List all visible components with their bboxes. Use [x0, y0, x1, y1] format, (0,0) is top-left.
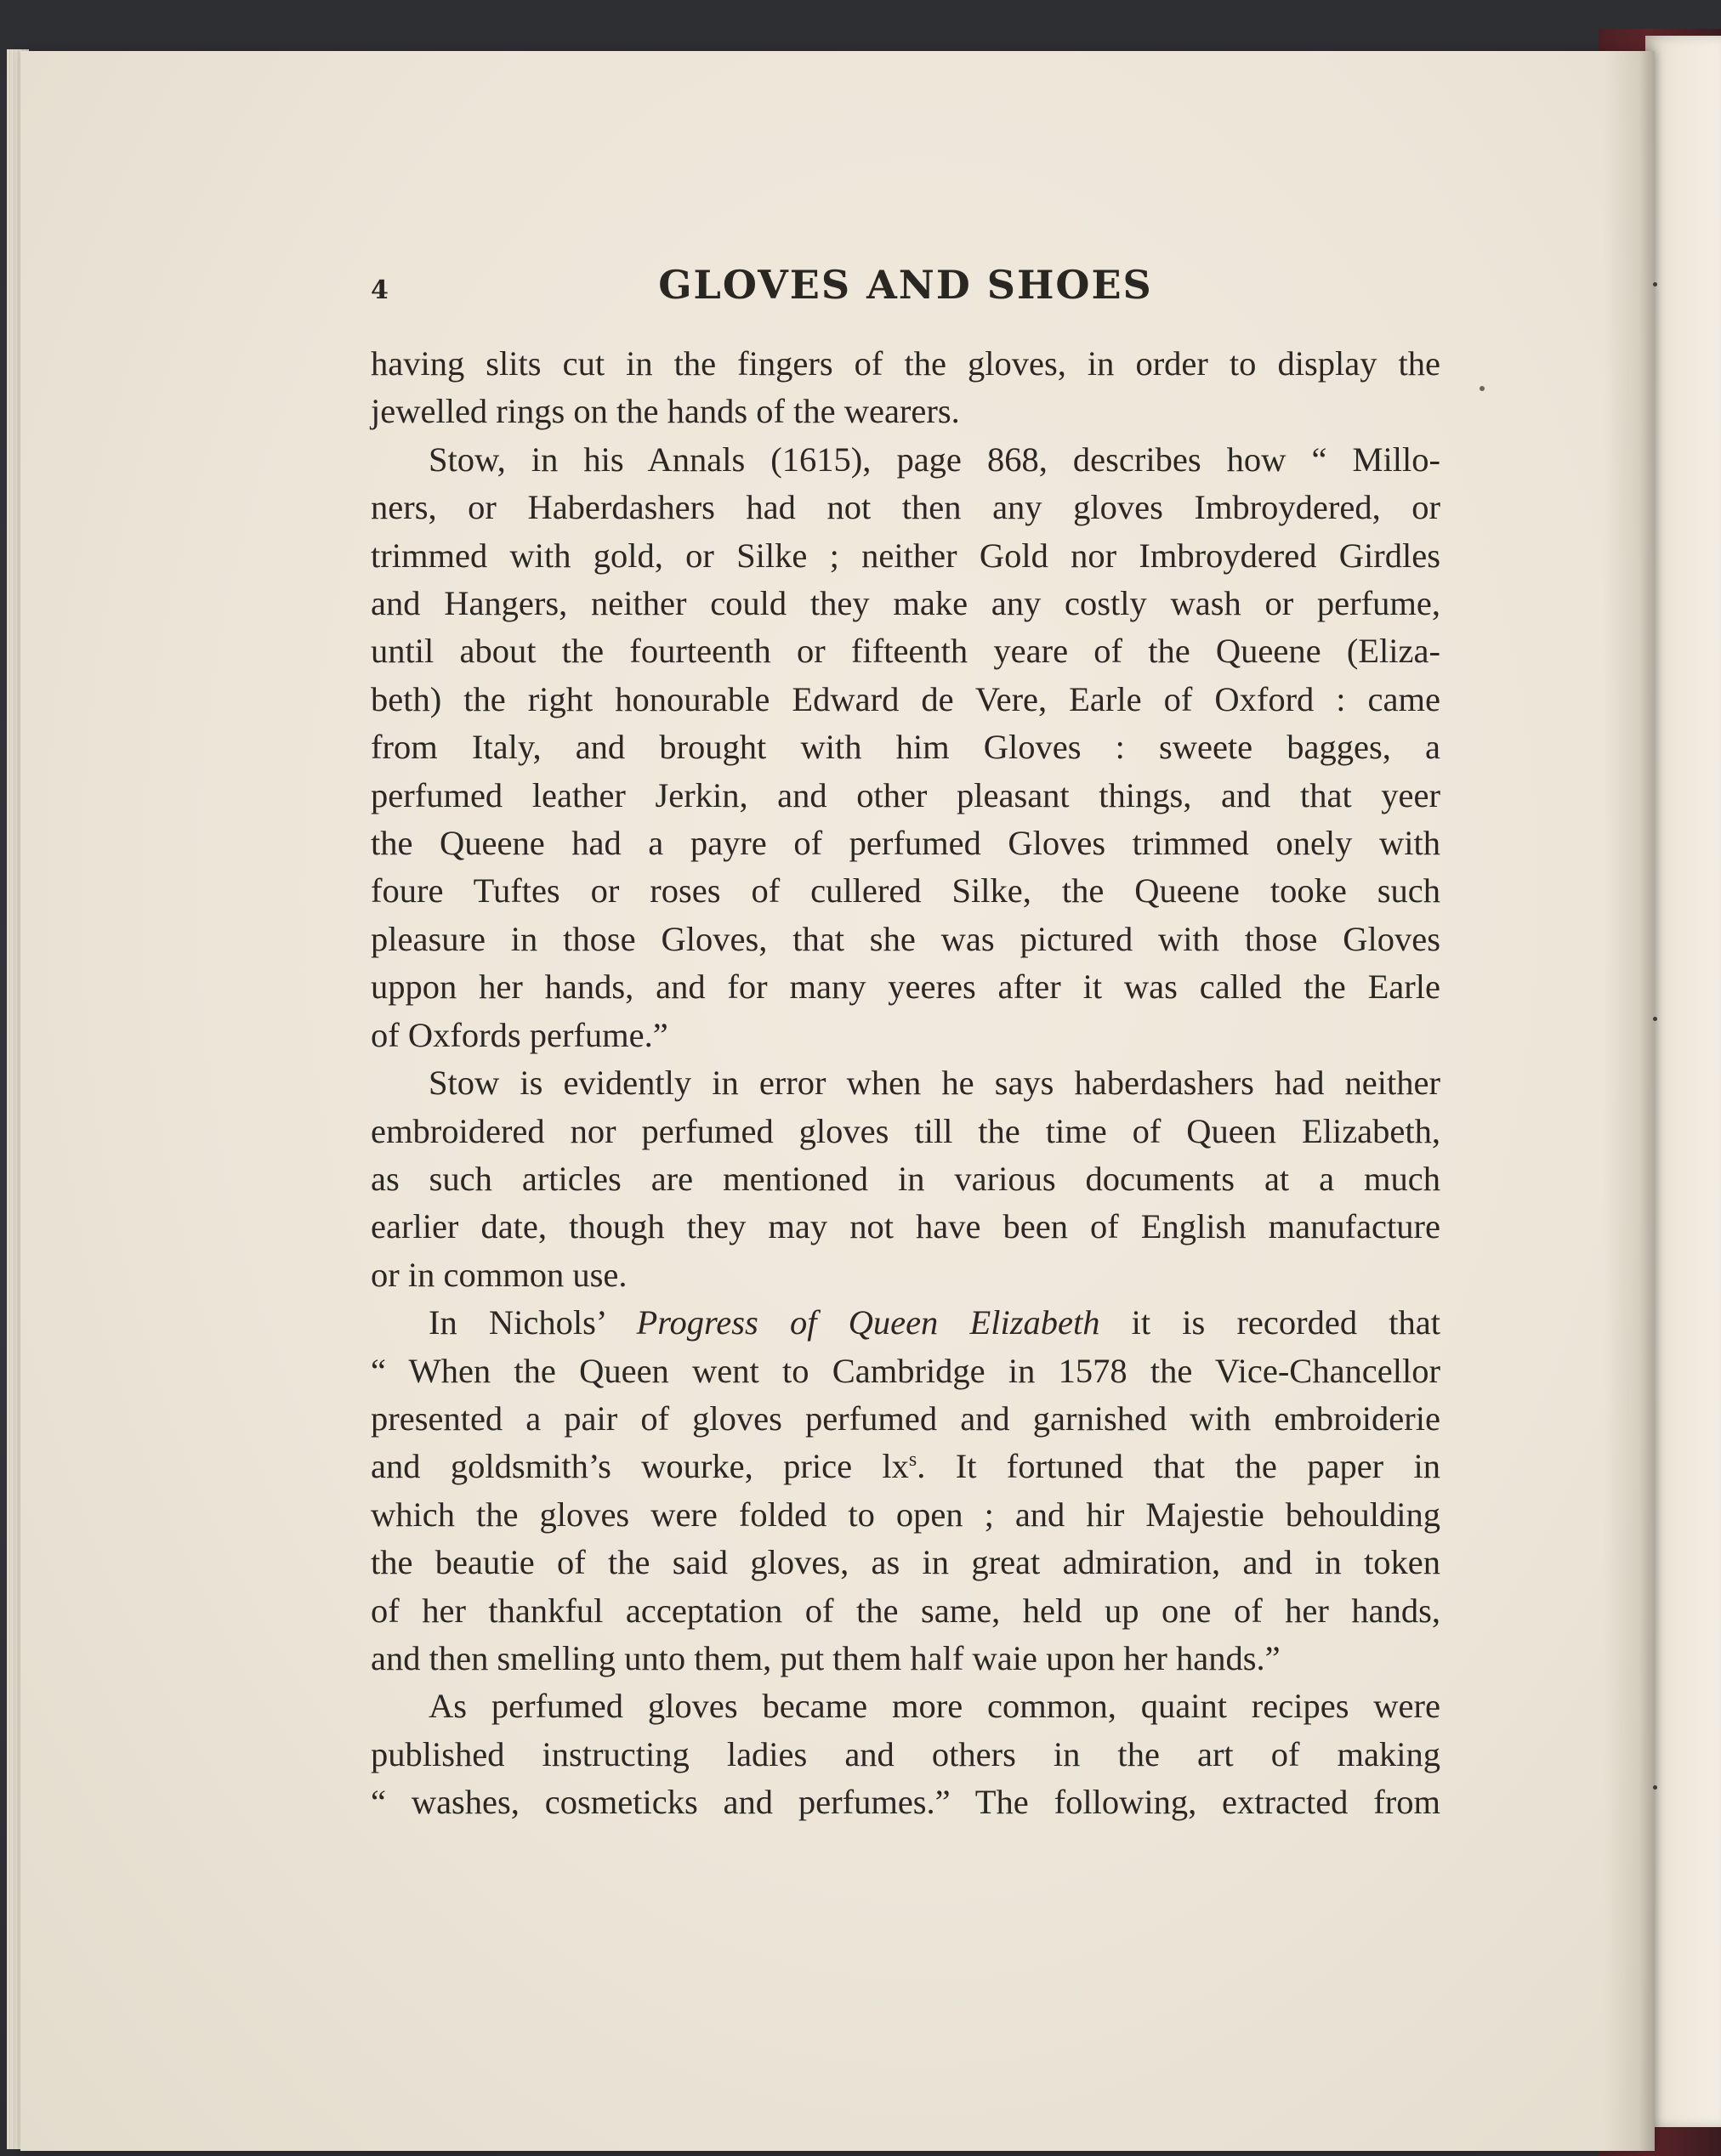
page-gutter-shadow [1604, 51, 1655, 2151]
text-line: beth) the right honourable Edward de Vere, Earle of Oxford : came [371, 679, 1440, 718]
text-line: “ When the Queen went to Cambridge in 1578 the Vice-Chancellor [371, 1351, 1440, 1390]
text-line: perfumed leather Jerkin, and other pleasant things, and that yeer [371, 775, 1440, 814]
text-run: . It fortuned that the paper in [917, 1447, 1440, 1486]
text-line: foure Tuftes or roses of cullered Silke, the Queene tooke such [371, 871, 1440, 911]
text-line: of her thankful acceptation of the same, held up one of her hands, [371, 1591, 1440, 1630]
text-run: it is recorded that [1099, 1303, 1440, 1342]
superscript: s [908, 1449, 917, 1472]
text-line: having slits cut in the fingers of the gloves, in order to display the [371, 344, 1440, 383]
text-line: as such articles are mentioned in various documents at a much [371, 1159, 1440, 1198]
paper-speck [1653, 1017, 1657, 1021]
text-line: ners, or Haberdashers had not then any gloves Imbroydered, or [371, 488, 1440, 527]
text-line: and then smelling unto them, put them half waie upon her hands.” [371, 1638, 1281, 1677]
text-line: or in common use. [371, 1255, 628, 1294]
body-text [371, 340, 1440, 1827]
text-line [371, 1443, 1440, 1490]
text-line: the Queene had a payre of perfumed Gloves trimmed onely with [371, 824, 1440, 863]
paper-speck [1480, 386, 1485, 391]
text-line: Stow, in his Annals (1615), page 868, describes how “ Millo- [429, 440, 1440, 479]
text-line [371, 1299, 1440, 1347]
page-number: 4 [371, 275, 389, 305]
text-line: “ washes, cosmeticks and perfumes.” The following, extracted from [371, 1783, 1440, 1822]
text-line: uppon her hands, and for many yeeres after it was called the Earle [371, 967, 1440, 1007]
facing-page-edge [1645, 36, 1721, 2127]
text-line: of Oxfords perfume.” [371, 1015, 668, 1054]
page-header [371, 262, 1440, 316]
text-line: presented a pair of gloves perfumed and garnished with embroiderie [371, 1399, 1440, 1438]
paper-speck [1653, 282, 1657, 287]
book-title-italic: Progress of Queen Elizabeth [636, 1303, 1100, 1342]
running-title: GLOVES AND SHOES [658, 262, 1153, 308]
text-line: trimmed with gold, or Silke ; neither Gold nor Imbroydered Girdles [371, 536, 1440, 575]
text-line: As perfumed gloves became more common, quaint recipes were [429, 1687, 1440, 1726]
text-line: until about the fourteenth or fifteenth yeare of the Queene (Eliza- [371, 632, 1440, 671]
text-line: which the gloves were folded to open ; and hir Majestie behoulding [371, 1495, 1440, 1534]
text-line: published instructing ladies and others in the art of making [371, 1734, 1440, 1773]
text-line: embroidered nor perfumed gloves till the time of Queen Elizabeth, [371, 1111, 1440, 1150]
text-line: jewelled rings on the hands of the wearers. [371, 392, 960, 431]
text-line: earlier date, though they may not have been of English manufacture [371, 1207, 1440, 1246]
text-line: from Italy, and brought with him Gloves : sweete bagges, a [371, 728, 1440, 767]
text-line: the beautie of the said gloves, as in great admiration, and in token [371, 1543, 1440, 1582]
text-line: and Hangers, neither could they make any costly wash or perfume, [371, 584, 1440, 623]
text-line: pleasure in those Gloves, that she was pictured with those Gloves [371, 919, 1440, 958]
text-line: Stow is evidently in error when he says haberdashers had neither [429, 1064, 1440, 1103]
text-run: and goldsmith’s wourke, price lx [371, 1447, 909, 1486]
paper-speck [1653, 1785, 1657, 1790]
text-run: In Nichols’ [429, 1303, 637, 1342]
